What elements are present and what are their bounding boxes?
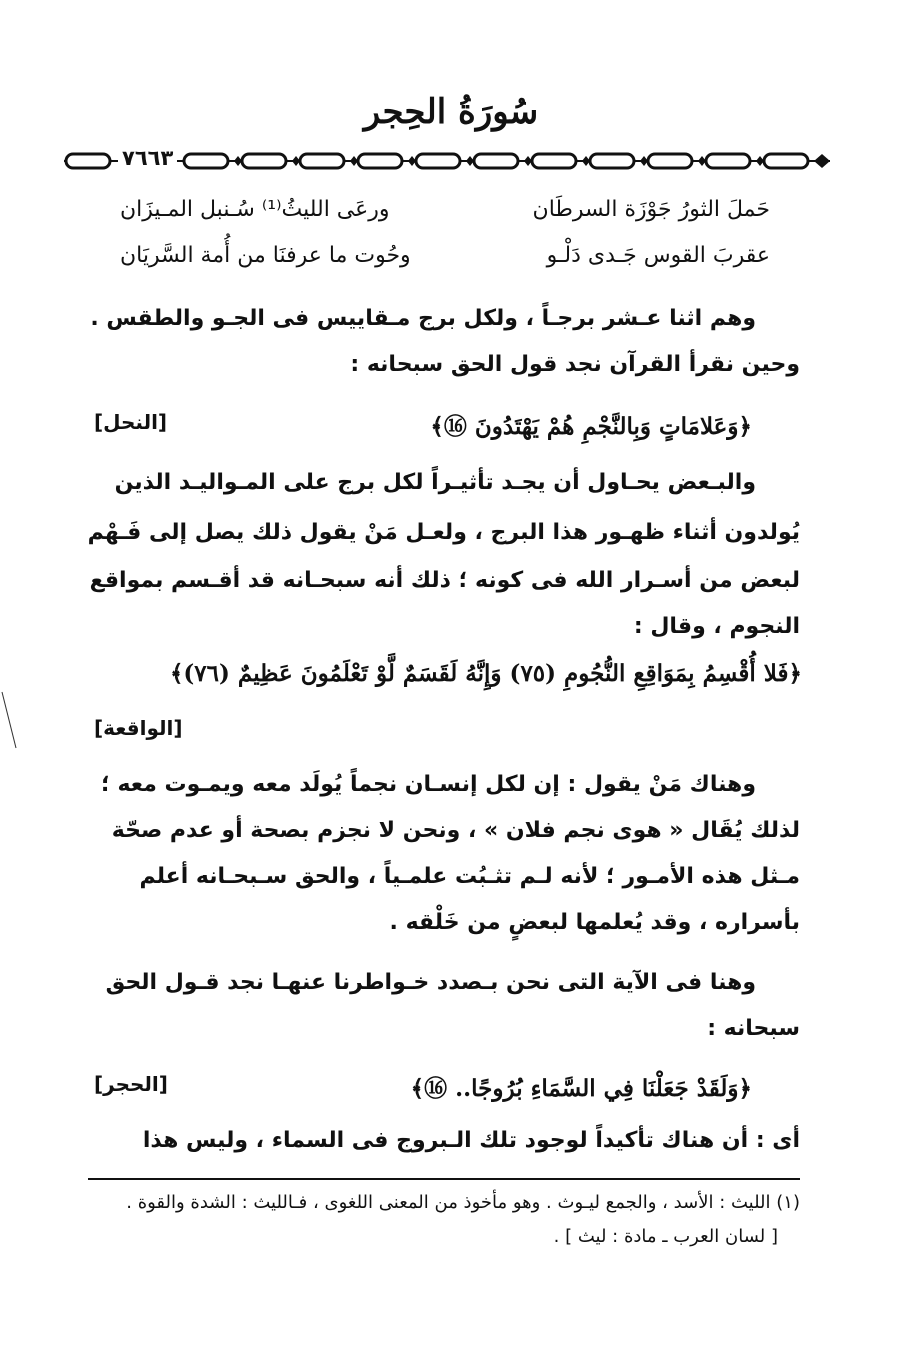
verse-source-hijr: [الحجر] bbox=[94, 1072, 168, 1096]
paragraph4-line1: وهنا فى الآية التى نحن بـصدد خـواطرنا عنهـا نجد قـول الحق bbox=[105, 970, 756, 995]
poem-line1-second-hemistich: ورعَى الليثُ⁽¹⁾ سُـنبل المـيزَان bbox=[120, 197, 390, 222]
verse-source-nahl: [النحل] bbox=[94, 410, 168, 434]
quran-verse-waqia: ﴿فَلا أُقْسِمُ بِمَوَاقِعِ النُّجُومِ (٧٥) وَإِنَّهُ لَقَسَمٌ لَّوْ تَعْلَمُونَ عَظِيمٌ (٧٦)﴾ bbox=[169, 660, 802, 687]
paragraph1-line1: وهم اثنا عـشر برجـاً ، ولكل برج مـقاييس فى الجـو والطقس . bbox=[90, 306, 756, 331]
paragraph1-line2: وحين نقرأ القرآن نجد قول الحق سبحانه : bbox=[350, 352, 800, 377]
poem-line1-first-hemistich: حَملَ الثورُ جَوْزَة السرطَان bbox=[532, 197, 770, 222]
scan-edge-mark bbox=[0, 690, 20, 750]
paragraph2-line3: لبعض من أسـرار الله فى كونه ؛ ذلك أنه سبحـانه قد أقـسم بمواقع bbox=[89, 568, 800, 593]
footnote-line1: (١) الليث : الأسد ، والجمع ليـوث . وهو مأخوذ من المعنى اللغوى ، فـالليث : الشدة والقوة . bbox=[126, 1192, 800, 1213]
verse-source-waqia: [الواقعة] bbox=[94, 716, 183, 740]
surah-title: سُورَةُ الحِجر bbox=[363, 92, 539, 132]
paragraph2-line4: النجوم ، وقال : bbox=[633, 614, 800, 639]
paragraph3-line1: وهناك مَنْ يقول : إن لكل إنسـان نجماً يُولَد معه ويمـوت معه ؛ bbox=[100, 772, 756, 797]
paragraph3-line3: مـثل هذه الأمـور ؛ لأنه لـم تثـبُت علمـياً ، والحق سـبحـانه أعلم bbox=[139, 864, 800, 889]
ornamental-divider bbox=[64, 146, 830, 176]
poem-line2-first-hemistich: عقربَ القوس جَـدى دَلْـو bbox=[546, 243, 770, 268]
page-number: ٧٦٦٣ bbox=[118, 146, 177, 170]
paragraph5-line1: أى : أن هناك تأكيداً لوجود تلك الـبروج فى السماء ، وليس هذا bbox=[142, 1128, 800, 1153]
paragraph4-line2: سبحانه : bbox=[707, 1016, 800, 1041]
quran-verse-nahl: ﴿وَعَلامَاتٍ وَبِالنَّجْمِ هُمْ يَهْتَدُونَ ⑯﴾ bbox=[430, 413, 752, 440]
paragraph2-line2: يُولدون أثناء ظهـور هذا البرج ، ولعـل مَنْ يقول ذلك يصل إلى فَـهْم bbox=[87, 520, 800, 545]
paragraph3-line4: بأسراره ، وقد يُعلمها لبعضٍ من خَلْقه . bbox=[389, 910, 800, 935]
paragraph3-line2: لذلك يُقَال « هوى نجم فلان » ، ونحن لا نجزم بصحة أو عدم صحّة bbox=[111, 818, 800, 843]
footnote-separator bbox=[88, 1178, 800, 1180]
paragraph2-line1: والبـعض يحـاول أن يجـد تأثيـراً لكل برج على المـواليـد الذين bbox=[114, 470, 756, 495]
quran-verse-hijr: ﴿وَلَقَدْ جَعَلْنَا فِي السَّمَاءِ بُرُوجًا.. ⑯﴾ bbox=[410, 1075, 752, 1102]
poem-line2-second-hemistich: وحُوت ما عرفنَا من أُمة السَّريَان bbox=[120, 243, 411, 268]
footnote-line2: [ لسان العرب ـ مادة : ليث ] . bbox=[553, 1226, 778, 1247]
